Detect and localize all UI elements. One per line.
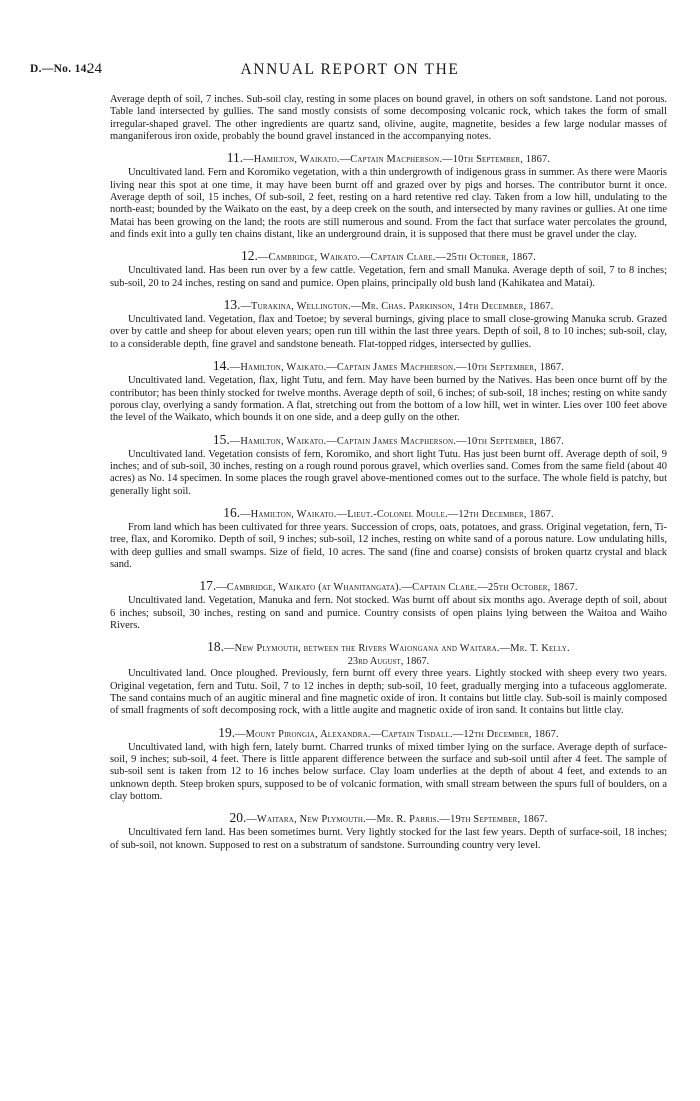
- soil-entry-20: [110, 811, 667, 852]
- report-body: [110, 94, 667, 852]
- soil-entry-13: [110, 298, 667, 351]
- entry-text: Uncultivated land. Has been run over by a few cattle. Vegetation, fern and small Manuka. Average depth of soil, 7 to 8 inches; sub-soil, 20 to 24 inches, resting on sand and pumice. Open plains, principally old bush land (Kahikatea and Matai).: [110, 265, 667, 289]
- entry-heading: [110, 506, 667, 521]
- entry-number: 18.: [207, 639, 225, 655]
- entry-text: From land which has been cultivated for three years. Succession of crops, oats, potatoes, and grass. Original vegetation, fern, Ti-tree, flax, and Koromiko. Depth of soil, 9 inches; sub-soil, 12 inches, resting on white sand of a porous nature. Low undulating hills, with deep gullies and small swamps. Size of field, 10 acres. The sand (fine and coarse) consists of broken quartz crystal and black sand.: [110, 521, 667, 570]
- entry-text: Uncultivated land. Vegetation, flax and Toetoe; by several burnings, giving place to small close-growing Manuka scrub. Grazed over by cattle and sheep for about eleven years; open run till within the last three years. Depth of soil, 8 to 10 inches; sub-soil, clay, to a considerable depth, fine gravel and sandstone beneath. Flat-topped ridges, intersected by gullies.: [110, 314, 667, 350]
- entry-number: 19.: [218, 724, 236, 740]
- document-reference: D.—No. 14.: [30, 63, 90, 75]
- entry-number: 20.: [229, 810, 247, 826]
- entry-text: Uncultivated fern land. Has been sometimes burnt. Very lightly stocked for the last few years. Depth of surface-soil, 18 inches; of sub-soil, not known. Supposed to rest on a substratum of sandstone. Surrounding country very level.: [110, 827, 667, 851]
- entry-title: —Hamilton, Waikato.—Captain James Macpherson.—10th September, 1867.: [229, 362, 565, 374]
- entry-title: —Cambridge, Waikato.—Captain Clare.—25th October, 1867.: [257, 252, 536, 264]
- entry-heading: [110, 359, 667, 374]
- entry-heading: [110, 811, 667, 826]
- entry-title: —Hamilton, Waikato.—Captain Macpherson.—10th September, 1867.: [243, 154, 551, 166]
- entry-title: —Mount Pirongia, Alexandra.—Captain Tisdall.—12th December, 1867.: [235, 728, 559, 740]
- entry-number: 14.: [212, 358, 230, 374]
- entry-number: 15.: [212, 431, 230, 447]
- entry-text: Uncultivated land. Once ploughed. Previously, fern burnt off every three years. Lightly stocked with sheep every two years. Original vegetation, fern and Tutu. Soil, 7 to 12 inches in depth; sub-soil, 10 feet, gradually merging into a tufaceous agglomerate. The sand contains much of an augitic mineral and fine magnetic oxide of iron. It contains but little clay. Sub-soil is mainly composed of small fragments of soft decomposing rock, with a little augite and magnetic oxide of iron sand. It contains but little clay.: [110, 668, 667, 717]
- entry-title: —Cambridge, Waikato (at Whanitangata).—Captain Clare.—25th October, 1867.: [216, 582, 578, 594]
- entry-title: —Waitara, New Plymouth.—Mr. R. Parris.—19th September, 1867.: [246, 814, 548, 826]
- entry-heading: [110, 298, 667, 313]
- intro-paragraph: Average depth of soil, 7 inches. Sub-soil clay, resting in some places on bound gravel, in others on soft sandstone. Land not porous. Table land intersected by gullies. The sand mostly consists of some decomposing volcanic rock, which takes the form of small irregular-shaped gravel. The other ingredients are quartz sand, olivine, augite, magnetite, besides a few large nodular masses of manganiferous iron oxide, probably the bound gravel instanced in the accompanying notes.: [110, 94, 667, 143]
- entry-number: 17.: [199, 578, 217, 594]
- entry-text: Uncultivated land. Vegetation, Manuka and fern. Not stocked. Was burnt off about six months ago. Average depth of soil, about 6 inches; subsoil, 30 inches, resting on sand and pumice. Country consists of open plains lying between the Waitoa and Waiho Rivers.: [110, 595, 667, 631]
- entry-heading: [110, 249, 667, 264]
- entry-heading: [110, 726, 667, 741]
- entry-number: 16.: [223, 504, 241, 520]
- soil-entry-17: [110, 579, 667, 632]
- entry-heading: [110, 151, 667, 166]
- soil-entry-12: [110, 249, 667, 290]
- entry-text: Uncultivated land. Vegetation consists of fern, Koromiko, and short light Tutu. Has just been burnt off. Average depth of soil, 9 inches; and of sub-soil, 30 inches, resting on a rough round porous gravel, which overlies sand. Comes from the same field (about 40 acres) as No. 14 specimen. In some places the rough gravel above-mentioned comes out to the surface. The whole field is patchy, but generally light soil.: [110, 448, 667, 497]
- entry-title: —New Plymouth, between the Rivers Waiongana and Waitara.—Mr. T. Kelly.: [224, 643, 570, 655]
- entry-heading: [110, 433, 667, 448]
- entry-heading: [110, 640, 667, 655]
- soil-entry-19: [110, 726, 667, 804]
- soil-entry-16: [110, 506, 667, 571]
- soil-entry-15: [110, 433, 667, 498]
- entry-title: —Hamilton, Waikato.—Lieut.-Colonel Moule.—12th December, 1867.: [240, 508, 554, 520]
- entry-title: —Turakina, Wellington.—Mr. Chas. Parkinson, 14th December, 1867.: [240, 301, 554, 313]
- entry-number: 12.: [241, 248, 258, 264]
- page-number: 24: [87, 61, 102, 77]
- entry-title: —Hamilton, Waikato.—Captain James Macpherson.—10th September, 1867.: [229, 435, 565, 447]
- soil-entry-14: [110, 359, 667, 424]
- entry-text: Uncultivated land, with high fern, lately burnt. Charred trunks of mixed timber lying on the surface. Average depth of surface-soil, 9 inches; sub-soil, 4 feet. There is little apparent difference between the surface and sub-soil until after 4 feet. The sample of sub-soil sent is taken from 12 to 16 inches below surface. Clay loam underlies at the depth of about 4 feet, and extends to an unknown depth. Steep broken spurs, supposed to be of volcanic formation, with small stream between the spurs full of boulders, on a clay bottom.: [110, 741, 667, 803]
- entry-date-line: 23rd August, 1867.: [347, 656, 430, 668]
- entry-heading: [110, 579, 667, 594]
- entry-number: 11.: [226, 150, 244, 166]
- page-header: [30, 61, 670, 83]
- soil-entry-18: [110, 640, 667, 717]
- soil-entry-11: [110, 151, 667, 241]
- entry-text: Uncultivated land. Vegetation, flax, light Tutu, and fern. May have been burned by the Natives. Has been once burnt off by the contributor; has been thinly stocked for twelve months. Average depth of soil, 6 inches; of sub-soil, 18 inches; resting on white sandy porous clay, overlying a sandy formation. A flat, stretching out from the bottom of a low hill, wet in winter. Lies over 100 feet above the level of the Waikato, which bounds it on one side, and a deep gully on the other.: [110, 375, 667, 424]
- running-title: ANNUAL REPORT ON THE: [240, 61, 460, 78]
- entry-number: 13.: [223, 297, 241, 313]
- entry-text: Uncultivated land. Fern and Koromiko vegetation, with a thin undergrowth of indigenous grass in summer. As there were Maoris living near this spot at one time, it may have been burnt off and grazed over by pigs and horses. The contributor burnt it once. Average depth of soil, 15 inches, Of sub-soil, 2 feet, resting on a hard retentive red clay. Taken from a low hill, undulating to the north-east; bounded by the Waikato on the east, by a deep creek on the south, and intersected by many ravines or gullies. At one time Matai has been growing on the land; the roots are still numerous and sound. From the fact that surface water percolates the ground, and finds exit into a gully ten chains distant, like an underground drain, it is supposed that there must be gravel under the clay.: [110, 167, 667, 241]
